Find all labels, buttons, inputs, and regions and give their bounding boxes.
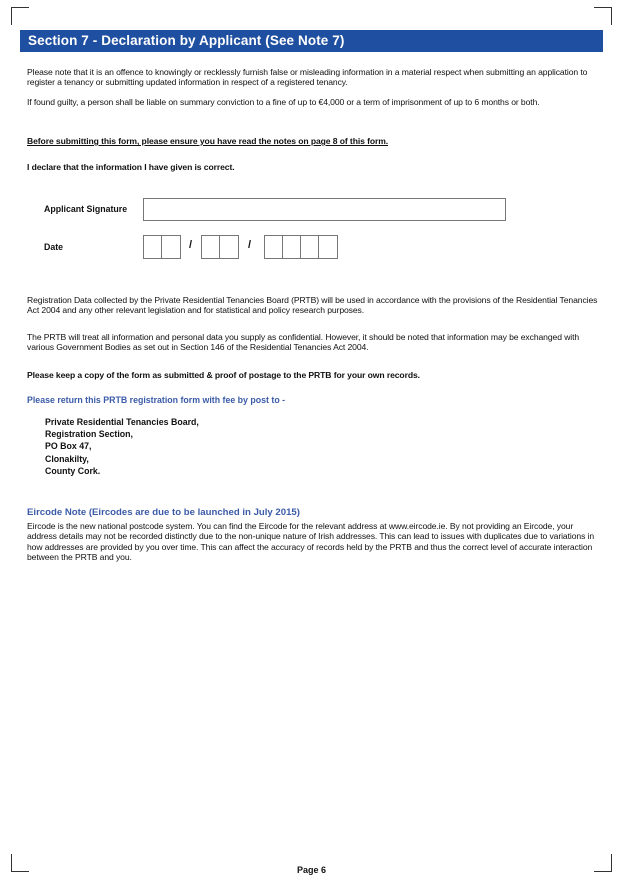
address-line: Clonakilty, (45, 453, 89, 464)
crop-mark-top-left (11, 7, 29, 25)
address-line: PO Box 47, (45, 441, 92, 452)
eircode-note-body: Eircode is the new national postcode system. You can find the Eircode for the relevant address at www.eircode.ie. By not providing an Eircode, your address details may not be recorded distinctly due to the non-unique nature of Irish addresses. This can lead to issues with duplicates due to variations in how addresses are provided by you over time. This can affect the accuracy of records held by the PRTB and thus the correct level of accurate interaction between the PRTB and you. (27, 521, 595, 563)
signature-label: Applicant Signature (44, 204, 128, 214)
date-year-digit[interactable] (265, 236, 283, 258)
date-day-digit[interactable] (162, 236, 180, 258)
date-month-digit[interactable] (202, 236, 220, 258)
address-line: County Cork. (45, 465, 101, 476)
registration-data-paragraph: Registration Data collected by the Private Residential Tenancies Board (PRTB) will be used in accordance with the provisions of the Residential Tenancies Act 2004 and any other relevant legislation and for statistical and policy research purposes. (27, 295, 598, 316)
address-line: Private Residential Tenancies Board, (45, 417, 199, 427)
offence-notice: Please note that it is an offence to knowingly or recklessly furnish false or misleading information in a material respect when submitting an application to register a tenancy or submitting updated information in respect of a registered tenancy. (27, 67, 588, 88)
address-line: Registration Section, (45, 429, 133, 440)
date-separator: / (189, 239, 193, 251)
read-notes-notice: Before submitting this form, please ensure you have read the notes on page 8 of this form. (27, 136, 389, 146)
date-year-digit[interactable] (301, 236, 319, 258)
declaration-statement: I declare that the information I have given is correct. (27, 162, 235, 172)
date-label: Date (44, 242, 64, 252)
eircode-note-heading: Eircode Note (Eircodes are due to be launched in July 2015) (27, 507, 300, 518)
date-month-digit[interactable] (220, 236, 238, 258)
signature-field[interactable] (143, 198, 506, 221)
date-day-field[interactable] (143, 235, 181, 259)
page-number: Page 6 (296, 865, 327, 875)
confidentiality-paragraph: The PRTB will treat all information and personal data you supply as confidential. However, it should be noted that information may be exchanged with various Government Bodies as set out in Section 146 of the Residential Tenancies Act 2004. (27, 332, 580, 353)
date-month-field[interactable] (201, 235, 239, 259)
date-separator: / (248, 239, 252, 251)
crop-mark-top-right (594, 7, 612, 25)
date-year-digit[interactable] (319, 236, 337, 258)
return-form-heading: Please return this PRTB registration form with fee by post to - (27, 395, 286, 405)
keep-copy-notice: Please keep a copy of the form as submitted & proof of postage to the PRTB for your own records. (27, 370, 420, 380)
penalty-notice: If found guilty, a person shall be liable on summary conviction to a fine of up to €4,000 or a term of imprisonment of up to 6 months or both. (27, 97, 540, 107)
date-year-digit[interactable] (283, 236, 301, 258)
date-year-field[interactable] (264, 235, 338, 259)
postal-address (45, 416, 199, 477)
date-day-digit[interactable] (144, 236, 162, 258)
section-title-banner: Section 7 - Declaration by Applicant (See Note 7) (20, 30, 603, 52)
